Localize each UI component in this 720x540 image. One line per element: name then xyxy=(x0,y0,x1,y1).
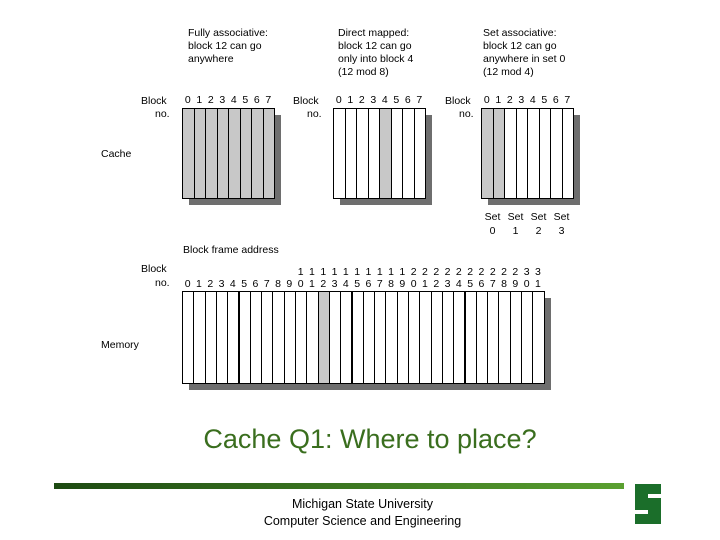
set-word: Set xyxy=(553,211,570,223)
caption-line: (12 mod 8) xyxy=(338,66,389,78)
block-number: 5 xyxy=(242,94,249,106)
block-number: 4 xyxy=(529,94,536,106)
block-number: 1 xyxy=(495,94,502,106)
footer-divider xyxy=(54,483,624,489)
set-word: Set xyxy=(484,211,501,223)
block-number: 1 8 xyxy=(388,266,394,290)
caption-line: only into block 4 xyxy=(338,53,414,65)
block-number: 1 5 xyxy=(354,266,361,290)
set-number: 3 xyxy=(558,225,565,237)
block-number: 1 xyxy=(347,94,354,106)
caption-line: block 12 can go xyxy=(483,40,557,52)
block-number: 3 xyxy=(370,94,377,106)
caption-direct-mapped xyxy=(338,27,413,79)
block-number: 2 7 xyxy=(489,266,496,290)
block-number: 1 1 xyxy=(309,266,315,290)
set-number: 1 xyxy=(512,225,519,237)
block-number: 2 5 xyxy=(467,266,474,290)
block-number: 1 0 xyxy=(297,266,304,290)
block-number: 6 xyxy=(253,94,260,106)
no-label-set: no. xyxy=(459,108,474,120)
set-number: 0 xyxy=(489,225,496,237)
block-number: 1 xyxy=(196,278,202,290)
block-label-fully: Block xyxy=(141,95,167,107)
caption-line: block 12 can go xyxy=(188,40,262,52)
block-number: 2 6 xyxy=(478,266,485,290)
block-number: 2 xyxy=(358,94,365,106)
block-number: 2 0 xyxy=(410,266,417,290)
block-label-memory: Block xyxy=(141,263,167,275)
block-number: 2 4 xyxy=(455,266,462,290)
block-number: 2 xyxy=(506,94,513,106)
block-number: 3 xyxy=(518,94,525,106)
block-number: 2 1 xyxy=(422,266,428,290)
block-number: 2 3 xyxy=(444,266,451,290)
block-number: 3 xyxy=(218,278,225,290)
set-word: Set xyxy=(507,211,524,223)
block-number: 2 xyxy=(207,278,214,290)
caption-line: block 12 can go xyxy=(338,40,412,52)
block-number: 1 9 xyxy=(399,266,406,290)
block-number: 3 1 xyxy=(535,266,541,290)
slide-title: Cache Q1: Where to place? xyxy=(203,424,537,454)
block-number: 4 xyxy=(230,94,237,106)
block-number: 1 2 xyxy=(320,266,327,290)
caption-line: anywhere xyxy=(188,53,234,65)
block-number: 4 xyxy=(381,94,388,106)
caption-set-associative xyxy=(483,27,565,79)
caption-line: Fully associative: xyxy=(188,27,268,39)
block-number: 1 4 xyxy=(342,266,349,290)
set-number: 2 xyxy=(535,225,542,237)
block-number: 3 xyxy=(219,94,226,106)
block-number: 0 xyxy=(184,278,191,290)
block-number: 7 xyxy=(263,278,270,290)
block-number: 2 2 xyxy=(433,266,440,290)
msu-s-logo-icon xyxy=(628,480,668,528)
block-number: 1 3 xyxy=(331,266,338,290)
block-number: 5 xyxy=(393,94,400,106)
block-label-direct: Block xyxy=(293,95,319,107)
set-word: Set xyxy=(530,211,547,223)
block-number: 2 xyxy=(207,94,214,106)
block-number: 9 xyxy=(286,278,293,290)
block-number: 6 xyxy=(252,278,259,290)
block-number: 5 xyxy=(541,94,548,106)
memory-label: Memory xyxy=(101,339,139,351)
no-label-direct: no. xyxy=(307,108,322,120)
block-number: 7 xyxy=(564,94,571,106)
block-number: 4 xyxy=(229,278,236,290)
block-number: 5 xyxy=(241,278,248,290)
block-number: 7 xyxy=(265,94,272,106)
block-number: 0 xyxy=(335,94,342,106)
block-frame-address-label: Block frame address xyxy=(183,244,279,256)
block-number: 0 xyxy=(483,94,490,106)
block-label-set: Block xyxy=(445,95,471,107)
block-number: 7 xyxy=(416,94,423,106)
block-number: 6 xyxy=(404,94,411,106)
block-cell xyxy=(414,108,427,199)
block-number: 2 9 xyxy=(512,266,519,290)
block-number: 1 xyxy=(196,94,203,106)
block-number: 1 7 xyxy=(376,266,383,290)
cache-label: Cache xyxy=(101,148,132,160)
block-number: 1 6 xyxy=(365,266,372,290)
caption-line: Direct mapped: xyxy=(338,27,410,39)
caption-fully-associative xyxy=(188,27,268,66)
msu-logo xyxy=(628,480,668,528)
block-number: 3 0 xyxy=(523,266,530,290)
footer-department: Computer Science and Engineering xyxy=(263,514,462,528)
caption-line: Set associative: xyxy=(483,27,557,39)
block-number: 8 xyxy=(275,278,281,290)
block-number: 2 8 xyxy=(501,266,507,290)
block-cell xyxy=(532,291,544,384)
block-cell xyxy=(263,108,276,199)
block-number: 6 xyxy=(552,94,559,106)
no-label-memory: no. xyxy=(155,277,170,289)
footer-university: Michigan State University xyxy=(291,497,434,511)
caption-line: (12 mod 4) xyxy=(483,66,534,78)
no-label-fully: no. xyxy=(155,108,170,120)
block-cell xyxy=(562,108,575,199)
block-number: 0 xyxy=(184,94,191,106)
caption-line: anywhere in set 0 xyxy=(483,53,566,65)
